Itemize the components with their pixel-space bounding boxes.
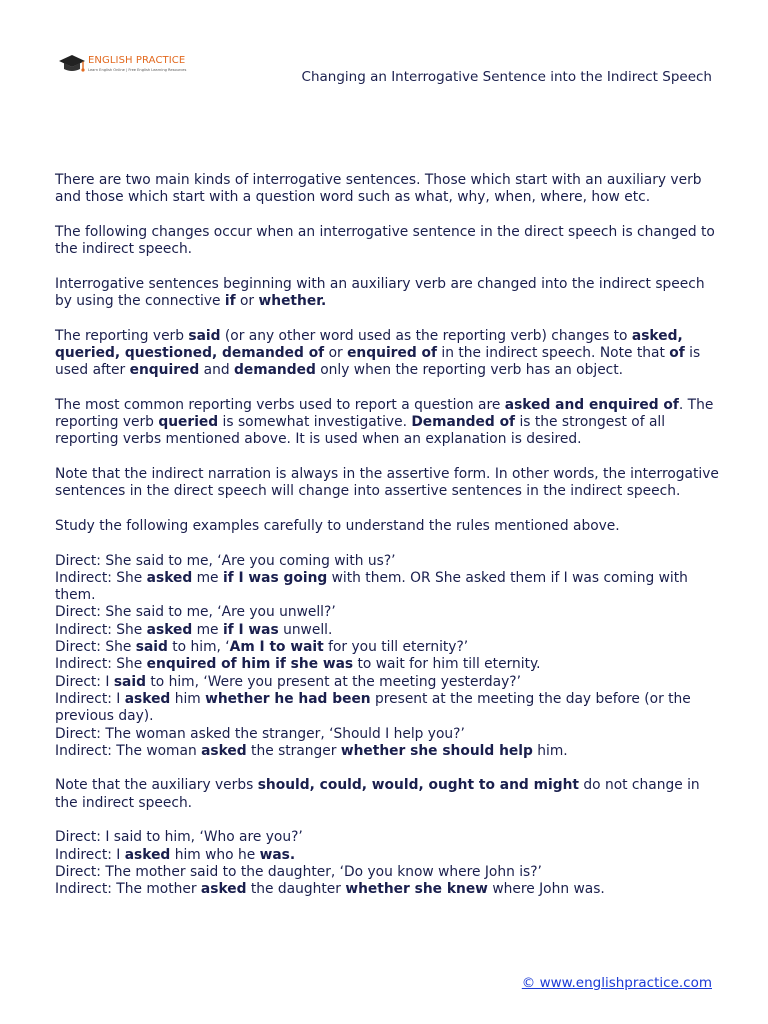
bold-run: asked (124, 846, 171, 863)
bold-run: said (135, 639, 168, 656)
bold-run: of (669, 344, 685, 361)
logo-text: ENGLISH PRACTICE (88, 55, 186, 66)
text-run: the stranger (246, 742, 341, 759)
paragraph-1: There are two main kinds of interrogative sentences. Those which start with an auxiliary verb and those which start with a question word such as what, why, when, where, how etc. (55, 172, 702, 206)
bold-run: if (224, 293, 236, 310)
example-line (55, 656, 720, 673)
bold-run: should, could, would, ought to and might (257, 777, 579, 794)
example-line: Direct: I said to him, ‘Who are you?’ (55, 829, 303, 846)
example-line (55, 691, 720, 726)
bold-run: said (113, 673, 146, 690)
text-run: with them. OR She asked them if I was coming with them. (55, 569, 688, 604)
text-run: The most common reporting verbs used to report a question are (55, 396, 505, 413)
document-body (55, 172, 720, 916)
text-run: is used after (55, 344, 701, 379)
text-run: Note that the auxiliary verbs (55, 777, 258, 794)
footer-link[interactable]: © www.englishpractice.com (521, 975, 712, 991)
bold-run: whether he had been (205, 690, 371, 707)
logo-tagline: Learn English Online | Free English Learning Resources (88, 68, 187, 72)
text-run: him who he (170, 846, 260, 863)
paragraph-6: Note that the indirect narration is always in the assertive form. In other words, the interrogative sentences in the direct speech will change into assertive sentences in the indirect speech. (55, 466, 719, 500)
bold-run: Am I to wait (229, 639, 324, 656)
example-line (55, 743, 720, 760)
text-run: me (192, 621, 223, 638)
example-line (55, 847, 720, 864)
text-run: The reporting verb (55, 327, 189, 344)
text-run: unwell. (278, 621, 333, 638)
text-run: . The reporting verb (55, 396, 714, 431)
text-run: Indirect: She (55, 621, 147, 638)
text-run: Interrogative sentences beginning with an auxiliary verb are changed into the indirect speech by using the connective (55, 275, 705, 310)
bold-run: asked, queried, questioned, demanded of (55, 327, 683, 361)
text-run: Indirect: I (55, 846, 125, 863)
paragraph-4 (55, 328, 720, 380)
text-run: for you till eternity?’ (323, 639, 469, 656)
text-run: or (324, 344, 348, 361)
text-run: in the indirect speech. Note that (437, 344, 670, 361)
example-line: Direct: The mother said to the daughter, ‘Do you know where John is?’ (55, 863, 542, 880)
text-run: Indirect: The mother (55, 881, 201, 898)
text-run: do not change in the indirect speech. (55, 777, 700, 811)
text-run: is the strongest of all reporting verbs mentioned above. It is used when an explanation is desired. (55, 414, 666, 448)
bold-run: whether. (258, 293, 327, 310)
text-run: to him, ‘ (167, 639, 230, 656)
bold-run: enquired (129, 362, 200, 379)
bold-run: said (188, 327, 221, 344)
text-run: to him, ‘Were you present at the meeting yesterday?’ (145, 673, 521, 690)
example-line (55, 639, 720, 656)
text-run: (or any other word used as the reporting verb) changes to (220, 327, 632, 344)
bold-run: whether she knew (345, 881, 488, 898)
bold-run: asked (200, 881, 247, 898)
bold-run: enquired of (347, 344, 438, 361)
bold-run: if I was (222, 621, 279, 638)
example-line: Direct: The woman asked the stranger, ‘Should I help you?’ (55, 725, 465, 742)
text-run: is somewhat investigative. (218, 414, 412, 431)
text-run: to wait for him till eternity. (353, 656, 541, 673)
bold-run: queried (158, 414, 219, 431)
bold-run: asked and enquired of (504, 396, 679, 413)
examples-block-1 (55, 553, 720, 761)
text-run: only when the reporting verb has an object. (315, 362, 624, 379)
bold-run: was. (259, 846, 296, 863)
paragraph-2: The following changes occur when an interrogative sentence in the direct speech is changed to the indirect speech. (55, 223, 715, 258)
text-run: him. (532, 742, 568, 759)
bold-run: asked (146, 569, 193, 586)
text-run: where John was. (487, 881, 605, 898)
text-run: Indirect: She (55, 569, 147, 586)
example-line: Direct: She said to me, ‘Are you unwell?’ (55, 604, 336, 621)
paragraph-3 (55, 276, 720, 311)
text-run: Indirect: I (55, 690, 125, 707)
paragraph-7: Study the following examples carefully to understand the rules mentioned above. (55, 517, 620, 534)
text-run: Direct: I (55, 673, 114, 690)
example-line (55, 674, 720, 691)
text-run: Indirect: The woman (55, 742, 202, 759)
paragraph-8 (55, 777, 720, 812)
text-run: or (235, 293, 259, 310)
text-run: me (192, 569, 223, 586)
example-line (55, 881, 720, 898)
example-line: Direct: She said to me, ‘Are you coming with us?’ (55, 552, 396, 569)
bold-run: if I was going (222, 569, 328, 586)
page-title: Changing an Interrogative Sentence into the Indirect Speech (301, 69, 712, 85)
example-line (55, 622, 720, 639)
examples-block-2 (55, 829, 720, 898)
bold-run: asked (146, 621, 193, 638)
text-run: the daughter (246, 881, 346, 898)
example-line (55, 570, 720, 605)
bold-run: asked (201, 742, 247, 759)
text-run: Direct: She (55, 639, 136, 656)
text-run: and (199, 362, 234, 379)
bold-run: asked (124, 690, 171, 707)
text-run: present at the meeting the day before (or the previous day). (55, 690, 691, 725)
graduation-cap-icon (57, 53, 87, 75)
text-run: him (170, 690, 206, 707)
bold-run: demanded (233, 362, 316, 379)
bold-run: enquired of him if she was (146, 656, 354, 673)
bold-run: Demanded of (411, 414, 516, 431)
paragraph-5 (55, 397, 720, 449)
text-run: Indirect: She (55, 656, 147, 673)
logo (57, 50, 187, 80)
bold-run: whether she should help (340, 742, 533, 759)
